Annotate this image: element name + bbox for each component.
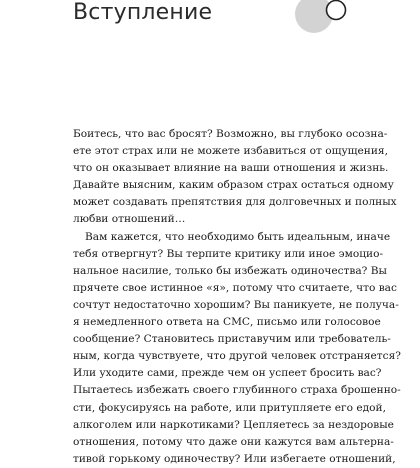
text-line: тебя отвергнут? Вы терпите критику или иное эмоцио- [73,247,384,260]
text-line: отношения, потому что даже они кажутся вам альтерна- [73,435,394,448]
text-line: что он оказывает влияние на ваши отношения и жизнь. [73,162,389,175]
text-line: я немедленного ответа на СМС, письмо или голосовое [73,316,381,329]
text-line: сти, фокусируясь на работе, или притупляете его едой, [73,401,386,414]
body-text [73,126,401,468]
text-line: сочтут недостаточно хорошим? Вы паникуете, не получа- [73,298,399,311]
text-line: Пытаетесь избежать своего глубинного страха брошенно- [73,384,401,397]
text-line: сообщение? Становитесь приставучим или требователь- [73,333,391,346]
chapter-title: Вступление [73,0,213,25]
text-line: любви отношений… [73,213,186,226]
text-line: ным, когда чувствуете, что другой человек отстраняется? [73,350,401,363]
text-line: прячете свое истинное «я», потому что считаете, что вас [73,281,397,294]
text-line: может создавать препятствия для долговечных и полных [73,196,397,209]
text-line: алкоголем или наркотиками? Цепляетесь за нездоровые [73,418,394,431]
text-line: нальное насилие, только бы избежать одиночества? Вы [73,264,387,277]
text-line: ете этот страх или не можете избавиться от ощущения, [73,145,388,158]
two-circles-icon [296,0,356,40]
text-line: Боитесь, что вас бросят? Возможно, вы глубоко осозна- [73,128,388,140]
text-line: Или уходите сами, прежде чем он успеет бросить вас? [73,367,382,380]
text-line: Вам кажется, что необходимо быть идеальным, иначе [85,230,391,243]
text-line: тивой горькому одиночеству? Или избегаете отношений, [73,452,396,465]
outline-circle [327,1,346,20]
text-line: Давайте выясним, каким образом страх остаться одному [73,179,394,192]
